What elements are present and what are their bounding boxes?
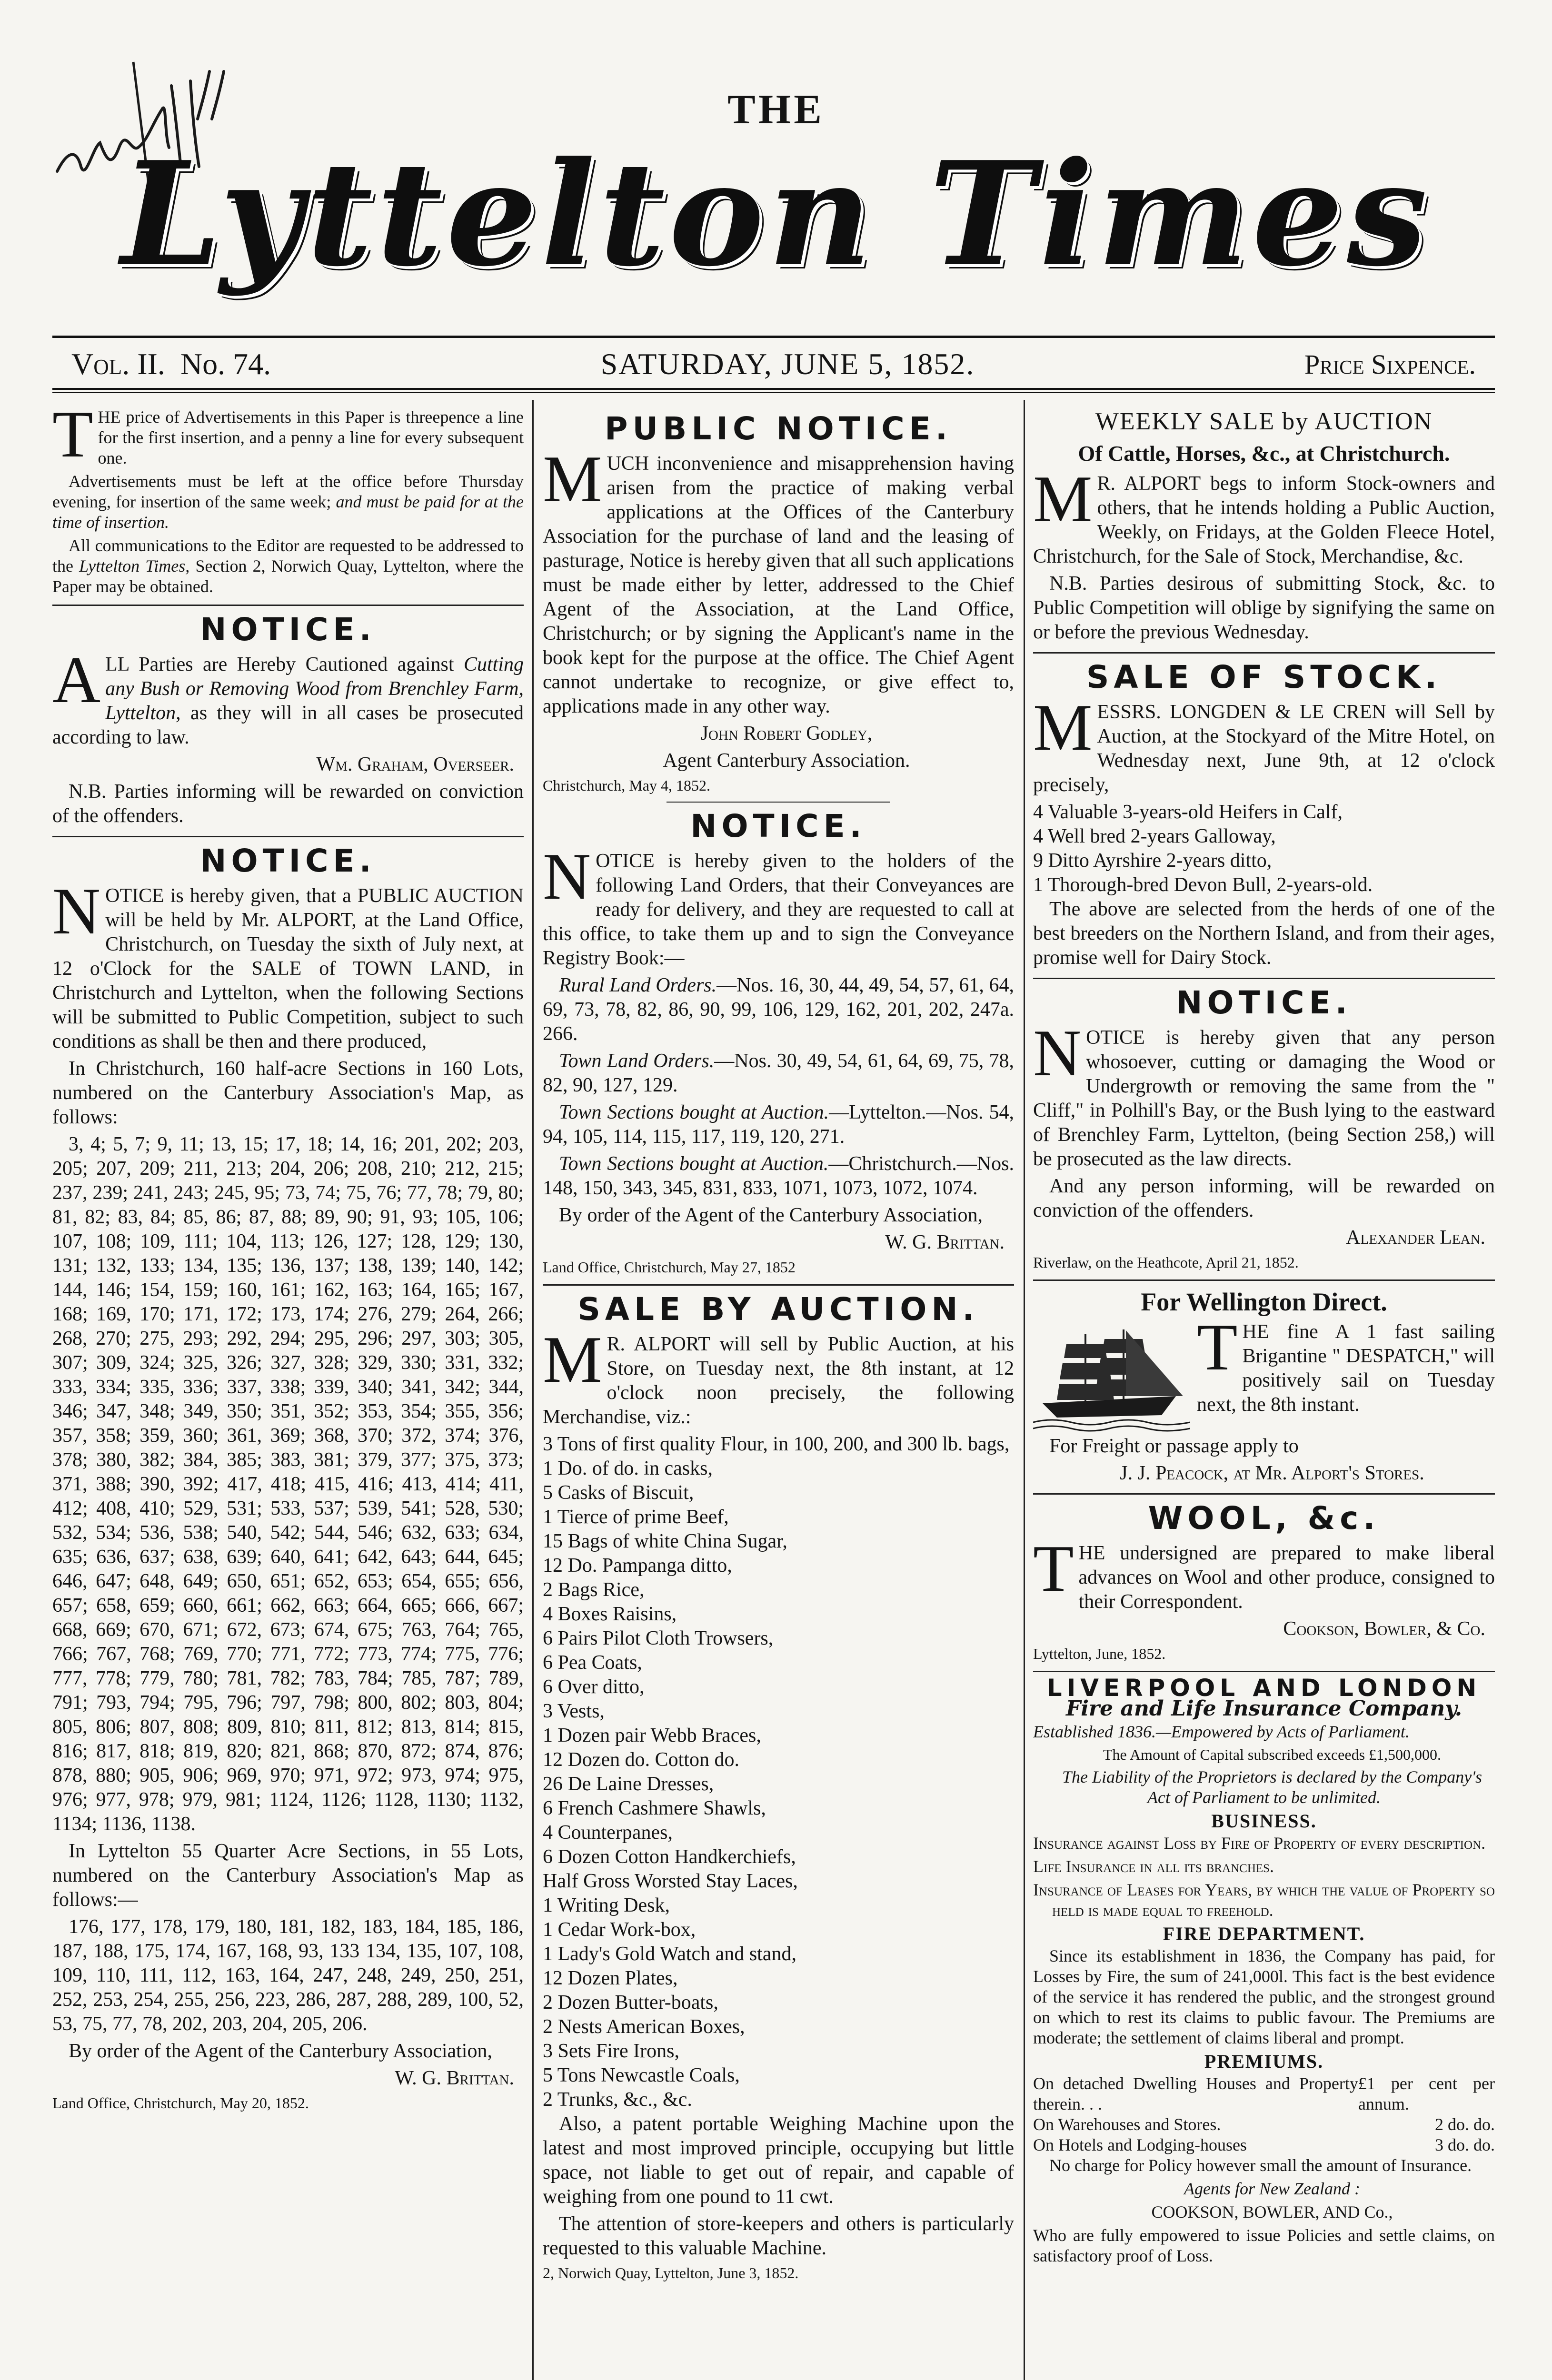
- nb-text: N.B. Parties informing will be rewarded on conviction of the offenders.: [52, 781, 524, 827]
- merchandise-item: 6 Pea Coats,: [543, 1652, 642, 1674]
- ad-rates-address-a: All communications to the Editor are requested to be addressed to the: [52, 536, 524, 575]
- merchandise-list: [543, 1432, 1014, 2112]
- premium-row: [1033, 2073, 1495, 2114]
- merchandise-item: 3 Sets Fire Irons,: [543, 2040, 679, 2062]
- merchandise-item: 12 Dozen do. Cotton do.: [543, 1749, 739, 1771]
- lyttelton-sections: [543, 1101, 1014, 1149]
- christchurch-sections: [543, 1152, 1014, 1200]
- headline: PUBLIC NOTICE.: [605, 410, 952, 447]
- business-item: Life Insurance in all its branches.: [1033, 1857, 1274, 1876]
- by-order: By order of the Agent of the Canterbury Association,: [69, 2040, 492, 2062]
- ad-rates-address-c: Section 2, Norwich Quay, Lyttelton, where the Paper may be obtained.: [52, 556, 524, 596]
- separator: [52, 605, 524, 606]
- established: Established 1836.—Empowered by Acts of Parliament.: [1033, 1722, 1410, 1741]
- merchandise-item: 12 Do. Pampanga ditto,: [543, 1555, 732, 1577]
- dateline-footer: Land Office, Christchurch, May 27, 1852: [543, 1259, 796, 1276]
- dropcap: T: [1033, 1532, 1074, 1606]
- text: OTICE is hereby given that any person whosoever, cutting or damaging the Wood or Undergrowth or removing the same from the " Cliff," in Polhill's Bay, or the Bush lying to the eastward of Brenchley Farm, Lyttelton, (being Section 258,) will be prosecuted as the law directs.: [1033, 1027, 1495, 1170]
- ad-rates-p2: [52, 471, 524, 533]
- headline: WEEKLY SALE by AUCTION: [1095, 408, 1433, 435]
- merchandise-item: 4 Boxes Raisins,: [543, 1603, 677, 1625]
- merchandise-item: 5 Casks of Biscuit,: [543, 1482, 694, 1504]
- weekly-sale-body: [1033, 462, 1495, 569]
- dateline-footer: Christchurch, May 4, 1852.: [543, 777, 710, 794]
- rural-orders: [543, 973, 1014, 1046]
- headline: NOTICE.: [690, 808, 866, 844]
- column-3: [1033, 407, 1495, 2380]
- merchandise-item: 2 Bags Rice,: [543, 1579, 645, 1601]
- text: HE fine A 1 fast sailing Brigantine " DESPATCH," will positively sail on Tuesday next, the 8th instant.: [1197, 1321, 1495, 1416]
- text: ESSRS. LONGDEN & LE CREN will Sell by Auction, at the Stockyard of the Mitre Hotel, on Wednesday next, June 9th, at 12 o'clock precisely,: [1033, 701, 1495, 796]
- headline: SALE BY AUCTION.: [577, 1291, 979, 1328]
- premium-label: On detached Dwelling Houses and Property therein. . .: [1033, 2074, 1358, 2113]
- merchandise-item: 1 Dozen pair Webb Braces,: [543, 1725, 761, 1746]
- dropcap: T: [52, 407, 93, 471]
- no-charge: No charge for Policy however small the amount of Insurance.: [1049, 2156, 1472, 2175]
- text: UCH inconvenience and misapprehension having arisen from the practice of making verbal applications at the Offices of the Canterbury Association for the purchase of land and the leasing of pasturage, Notice is hereby given that all such applications must be made either by letter, addressed to the Chief Agent of the Association, at the Land Office, Christchurch; or by signing the Applicant's name in the book kept for the purpose at the office. The Chief Agent cannot undertake to recognize, or give effect to, applications made in any other way.: [543, 453, 1014, 717]
- text: HE undersigned are prepared to make liberal advances on Wool and other produce, consigned to their Correspondent.: [1078, 1542, 1495, 1613]
- sale-of-stock-body: [1033, 691, 1495, 797]
- dateline-footer: Riverlaw, on the Heathcote, April 21, 1852.: [1033, 1254, 1299, 1271]
- town-orders: [543, 1049, 1014, 1098]
- label: Town Sections bought at Auction.: [559, 1153, 829, 1175]
- signature: Wm. Graham, Overseer.: [316, 754, 514, 775]
- ship-ad-body: [1197, 1310, 1495, 1417]
- merchandise-item: 3 Tons of first quality Flour, in 100, 200, and 300 lb. bags,: [543, 1433, 1010, 1455]
- headline: NOTICE.: [1176, 984, 1352, 1021]
- issue-number: No. 74.: [180, 347, 271, 381]
- merchandise-item: Half Gross Worsted Stay Laces,: [543, 1870, 798, 1892]
- numbers: —Christchurch.—Nos. 148, 150, 343, 345, 831, 833, 1071, 1073, 1072, 1074.: [543, 1153, 1014, 1199]
- ad-rates-deadline: Advertisements must be left at the office before Thursday evening, for insertion of the same week;: [52, 472, 524, 511]
- by-order: By order of the Agent of the Canterbury Association,: [559, 1204, 983, 1226]
- merchandise-item: 15 Bags of white China Sugar,: [543, 1530, 787, 1552]
- business-title: BUSINESS.: [1211, 1810, 1317, 1832]
- wool-advance: [1033, 1500, 1495, 1663]
- ad-rates-address-b: Lyttelton Times,: [79, 556, 190, 575]
- weighing-machine-text: Also, a patent portable Weighing Machine upon the latest and most improved principle, occupying but little space, not liable to get out of repair, and capable of weighing from one pound to 11 cwt.: [543, 2113, 1014, 2208]
- separator: [543, 1284, 1014, 1286]
- headline: WOOL, &c.: [1148, 1500, 1380, 1537]
- stock-item: 4 Valuable 3-years-old Heifers in Calf,: [1033, 801, 1343, 823]
- merchandise-item: 6 Dozen Cotton Handkerchiefs,: [543, 1846, 796, 1868]
- premium-row: [1033, 2114, 1495, 2135]
- text: OTICE is hereby given, that a PUBLIC AUCTION will be held by Mr. ALPORT, at the Land Office, Christchurch, on Tuesday the sixth of July next, at 12 o'Clock for the SALE of TOWN LAND, in Christchurch and Lyttelton, when the following Sections will be submitted to Public Competition, subject to such conditions as shall be then and there produced,: [52, 885, 524, 1052]
- nb-text: N.B. Parties desirous of submitting Stock, &c. to Public Competition will oblige by signifying the same on or before the previous Wednesday.: [1033, 573, 1495, 643]
- separator: [1033, 1493, 1495, 1495]
- stock-item: 9 Ditto Ayrshire 2-years ditto,: [1033, 850, 1272, 872]
- masthead-rule-top: [52, 336, 1495, 338]
- masthead-rule-bottom-thin: [52, 392, 1495, 393]
- lyttelton-lot-list: 176, 177, 178, 179, 180, 181, 182, 183, 184, 185, 186, 187, 188, 175, 174, 167, 168, 93, 133 134, 135, 107, 108, 109, 110, 111, 112, 163, 164, 247, 248, 249, 250, 251, 252, 253, 254, 255, 256, 223, 286, 287, 288, 289, 100, 52, 53, 75, 77, 78, 202, 203, 204, 205, 206.: [52, 1916, 524, 2035]
- public-notice: [543, 411, 1014, 795]
- dropcap: M: [543, 442, 602, 516]
- ad-rates-p1: [52, 407, 524, 471]
- premium-label: On Warehouses and Stores.: [1033, 2115, 1221, 2134]
- fire-title: FIRE DEPARTMENT.: [1163, 1923, 1365, 1944]
- christchurch-lot-list: 3, 4; 5, 7; 9, 11; 13, 15; 17, 18; 14, 16; 201, 202; 203, 205; 207, 209; 211, 213; 204, 206; 208, 210; 212, 215; 237, 239; 241, 243; 245, 95; 73, 74; 75, 76; 77, 78; 79, 80; 81, 82; 83, 84; 85, 86; 87, 88; 89, 90; 91, 93; 105, 106; 107, 108; 109, 111; 104, 113; 126, 127; 128, 129; 130, 131; 132, 133; 134, 135; 136, 137; 138, 139; 140, 142; 144, 146; 154, 159; 160, 161; 162, 163; 164, 165; 167, 168; 169, 170; 171, 172; 173, 174; 276, 279; 264, 266; 268, 270; 275, 293; 292, 294; 295, 296; 297, 303; 305, 307; 309, 324; 325, 326; 327, 328; 329, 330; 331, 332; 333, 334; 335, 336; 337, 338; 339, 340; 341, 342; 344, 346; 347, 348; 349, 350; 351, 352; 353, 354; 355, 356; 357, 358; 359, 360; 361, 369; 368, 370; 372, 374; 376, 378; 380, 382; 384, 385; 383, 381; 379, 377; 375, 373; 371, 388; 390, 392; 417, 418; 415, 416; 413, 414; 411, 412; 408, 410; 529, 531; 533, 537; 539, 541; 528, 530; 532, 534; 536, 538; 540, 542; 544, 546; 632, 633; 634, 635; 636, 637; 638, 639; 640, 641; 642, 643; 644, 645; 646, 647; 648, 649; 650, 651; 652, 653; 654, 655; 656, 657; 658, 659; 660, 661; 662, 663; 664, 665; 666, 667; 668, 669; 670, 671; 672, 673; 674, 675; 763, 764; 765, 766; 767, 768; 769, 770; 771, 772; 773, 774; 775, 776; 777, 778; 779, 780; 781, 782; 783, 784; 785, 787; 789, 791; 793, 794; 795, 796; 797, 798; 800, 802; 803, 804; 805, 806; 807, 808; 809, 810; 811, 812; 813, 814; 815, 816; 817, 818; 819, 820; 821, 868; 870, 872; 874, 876; 878, 880; 905, 906; 969, 970; 971, 972; 973, 974; 975, 976; 977, 978; 979, 981; 1124, 1126; 1128, 1130; 1132, 1134; 1136, 1138.: [52, 1133, 524, 1835]
- column-divider-2: [1024, 400, 1025, 2380]
- notice-land-orders-body: [543, 840, 1014, 971]
- dropcap: A: [52, 643, 101, 717]
- dropcap: M: [543, 1323, 602, 1397]
- text: as they will in all cases be prosecuted according to law.: [52, 702, 524, 748]
- signature: W. G. Brittan.: [395, 2067, 514, 2089]
- agent: J. J. Peacock, at Mr. Alport's Stores.: [1120, 1462, 1424, 1484]
- merchandise-item: 1 Tierce of prime Beef,: [543, 1506, 729, 1528]
- wool-body: [1033, 1532, 1495, 1614]
- notice-land-auction-body: [52, 874, 524, 1054]
- signature: John Robert Godley,: [700, 723, 873, 744]
- dropcap: M: [1033, 462, 1093, 536]
- numbers: —Nos. 16, 30, 44, 49, 54, 57, 61, 64, 69, 73, 78, 82, 86, 90, 99, 106, 129, 162, 201, 202, 247a. 266.: [543, 974, 1014, 1045]
- christchurch-intro: In Christchurch, 160 half-acre Sections in 160 Lots, numbered on the Canterbury Association's Map, as follows:: [52, 1058, 524, 1128]
- insurance-ad: [1033, 1674, 1495, 2266]
- merchandise-item: 12 Dozen Plates,: [543, 1967, 678, 1989]
- separator: [1033, 1671, 1495, 1672]
- separator: [667, 802, 890, 803]
- headline: SALE OF STOCK.: [1086, 659, 1442, 695]
- capital: The Amount of Capital subscribed exceeds £1,500,000.: [1103, 1746, 1442, 1763]
- dropcap: N: [52, 874, 101, 948]
- notice-body: [1033, 1016, 1495, 1171]
- merchandise-item: 2 Nests American Boxes,: [543, 2016, 745, 2038]
- text: For Freight or passage apply to: [1049, 1435, 1299, 1457]
- premium-row: [1033, 2135, 1495, 2155]
- merchandise-item: 4 Counterpanes,: [543, 1822, 673, 1844]
- subhead: For Wellington Direct.: [1141, 1288, 1387, 1316]
- masthead-title: Lyttelton Times: [120, 130, 1432, 298]
- issue-date: SATURDAY, JUNE 5, 1852.: [600, 347, 975, 381]
- business-item: Insurance against Loss by Fire of Property of every description.: [1033, 1834, 1486, 1853]
- signature: Cookson, Bowler, & Co.: [1283, 1618, 1485, 1640]
- dropcap: T: [1197, 1310, 1238, 1384]
- text: OTICE is hereby given to the holders of the following Land Orders, that their Conveyances are ready for delivery, and they are requested to call at this office, to take them up and to sign the Conveyance Registry Book:—: [543, 850, 1014, 969]
- notice-land-auction: [52, 843, 524, 2112]
- merchandise-item: 6 French Cashmere Shawls,: [543, 1797, 766, 1819]
- sale-by-auction: [543, 1291, 1014, 2282]
- ship-ad: [1033, 1310, 1495, 1434]
- text: LL Parties are Hereby Cautioned against: [105, 654, 454, 675]
- weekly-sale: [1033, 407, 1495, 645]
- merchandise-item: 26 De Laine Dresses,: [543, 1773, 714, 1795]
- premiums-title: PREMIUMS.: [1204, 2051, 1324, 2072]
- subhead: Of Cattle, Horses, &c., at Christchurch.: [1078, 441, 1450, 466]
- text: And any person informing, will be rewarded on conviction of the offenders.: [1033, 1175, 1495, 1221]
- ad-rates-notice: [52, 407, 524, 597]
- dropcap: N: [543, 840, 591, 913]
- numbers: —Lyttelton.—Nos. 54, 94, 105, 114, 115, 117, 119, 120, 271.: [543, 1101, 1014, 1148]
- notice-land-orders: [543, 808, 1014, 1277]
- separator: [1033, 652, 1495, 654]
- stock-item: 4 Well bred 2-years Galloway,: [1033, 825, 1276, 847]
- label: Town Land Orders.: [559, 1050, 715, 1072]
- text: R. ALPORT begs to inform Stock-owners and others, that he intends holding a Public Auction, Weekly, on Fridays, at the Golden Fleece Hotel, Christchurch, for the Sale of Stock, Merchandise, &c.: [1033, 473, 1495, 567]
- sale-by-auction-body: [543, 1323, 1014, 1429]
- dateline-footer: Lyttelton, June, 1852.: [1033, 1645, 1166, 1662]
- premium-rate: £1 per cent per annum.: [1358, 2074, 1495, 2113]
- liability: The Liability of the Proprietors is declared by the Company's Act of Parliament to be unlimited.: [1062, 1767, 1482, 1807]
- dateline-footer: 2, Norwich Quay, Lyttelton, June 3, 1852.: [543, 2264, 799, 2281]
- numbers: —Nos. 30, 49, 54, 61, 64, 69, 75, 78, 82, 90, 127, 129.: [543, 1050, 1014, 1096]
- ad-rates-payment: and must be paid for at the time of insertion.: [52, 492, 524, 532]
- premium-rate: 2 do. do.: [1435, 2115, 1495, 2134]
- premium-label: On Hotels and Lodging-houses: [1033, 2135, 1247, 2154]
- merchandise-item: 1 Cedar Work-box,: [543, 1919, 696, 1941]
- signature: Alexander Lean.: [1346, 1227, 1485, 1249]
- dateline-footer: Land Office, Christchurch, May 20, 1852.: [52, 2094, 309, 2112]
- label: Rural Land Orders.: [559, 974, 717, 996]
- notice-polhills-bay: [1033, 985, 1495, 1272]
- text: R. ALPORT will sell by Public Auction, at his Store, on Tuesday next, the 8th instant, at 12 o'clock noon precisely, the following Merchandise, viz.:: [543, 1333, 1014, 1428]
- merchandise-item: 3 Vests,: [543, 1700, 605, 1722]
- column-1: [52, 407, 524, 2380]
- lyttelton-intro: In Lyttelton 55 Quarter Acre Sections, in 55 Lots, numbered on the Canterbury Association's Map as follows:—: [52, 1840, 524, 1911]
- stock-item: 1 Thorough-bred Devon Bull, 2-years-old.: [1033, 874, 1373, 896]
- column-divider-1: [532, 400, 534, 2380]
- notice-brenchley-body: [52, 643, 524, 750]
- fire-text: Since its establishment in 1836, the Company has paid, for Losses by Fire, the sum of 241,000l. This fact is the best evidence of the service it has rendered the public, and the strongest ground on which to rest its claims to public favour. The Premiums are moderate; the settlement of claims liberal and prompt.: [1033, 1946, 1495, 2047]
- separator: [52, 836, 524, 837]
- merchandise-item: 5 Tons Newcastle Coals,: [543, 2064, 740, 2086]
- ad-rates-text: HE price of Advertisements in this Paper is threepence a line for the first insertion, and a penny a line for every subsequent one.: [98, 407, 524, 467]
- agents-text: Who are fully empowered to issue Policies and settle claims, on satisfactory proof of Loss.: [1033, 2226, 1495, 2265]
- headline: NOTICE.: [200, 611, 376, 648]
- public-notice-body: [543, 442, 1014, 719]
- sale-of-stock: [1033, 659, 1495, 970]
- masthead-the: THE: [727, 87, 825, 133]
- text-italic: Cutting any Bush or Removing Wood from Brenchley Farm, Lyttelton,: [105, 654, 524, 724]
- merchandise-item: 2 Trunks, &c., &c.: [543, 2089, 692, 2111]
- merchandise-item: 2 Dozen Butter-boats,: [543, 1992, 718, 2013]
- volume-number: [71, 347, 271, 382]
- dateline: [52, 343, 1495, 386]
- notice-brenchley: [52, 612, 524, 828]
- premium-rate: 3 do. do.: [1435, 2135, 1495, 2154]
- volume-label: Vol. II.: [71, 347, 165, 381]
- insurance-title: LIVERPOOL AND LONDON: [1046, 1674, 1482, 1702]
- headline: NOTICE.: [200, 843, 376, 879]
- label: Town Sections bought at Auction.: [559, 1101, 829, 1123]
- attention-text: The attention of store-keepers and others is particularly requested to this valuable Machine.: [543, 2213, 1014, 2259]
- insurance-subtitle: Fire and Life Insurance Company.: [1065, 1696, 1462, 1721]
- business-item: Insurance of Leases for Years, by which the value of Property so held is made equal to freehold.: [1033, 1880, 1495, 1920]
- signer-title: Agent Canterbury Association.: [663, 750, 910, 772]
- issue-price: Price Sixpence.: [1304, 348, 1476, 380]
- ad-rates-p3: [52, 536, 524, 597]
- agents: COOKSON, BOWLER, AND Co.,: [1151, 2202, 1393, 2221]
- masthead-rule-bottom: [52, 388, 1495, 390]
- stock-list: [1033, 800, 1495, 897]
- separator: [1033, 1279, 1495, 1281]
- merchandise-item: 1 Lady's Gold Watch and stand,: [543, 1943, 796, 1965]
- signature: W. G. Brittan.: [885, 1231, 1005, 1253]
- column-2: [543, 407, 1014, 2380]
- dropcap: M: [1033, 691, 1093, 764]
- wellington-shipping: [1033, 1287, 1495, 1486]
- merchandise-item: 6 Over ditto,: [543, 1676, 645, 1698]
- merchandise-item: 1 Writing Desk,: [543, 1894, 670, 1916]
- merchandise-item: 6 Pairs Pilot Cloth Trowsers,: [543, 1627, 774, 1649]
- separator: [1033, 978, 1495, 979]
- agents-label: Agents for New Zealand :: [1184, 2179, 1360, 2198]
- sailing-ship-icon: [1033, 1320, 1190, 1434]
- merchandise-item: 1 Do. of do. in casks,: [543, 1458, 713, 1479]
- dropcap: N: [1033, 1016, 1082, 1090]
- text: The above are selected from the herds of one of the best breeders on the Northern Island, and from their ages, promise well for Dairy Stock.: [1033, 898, 1495, 969]
